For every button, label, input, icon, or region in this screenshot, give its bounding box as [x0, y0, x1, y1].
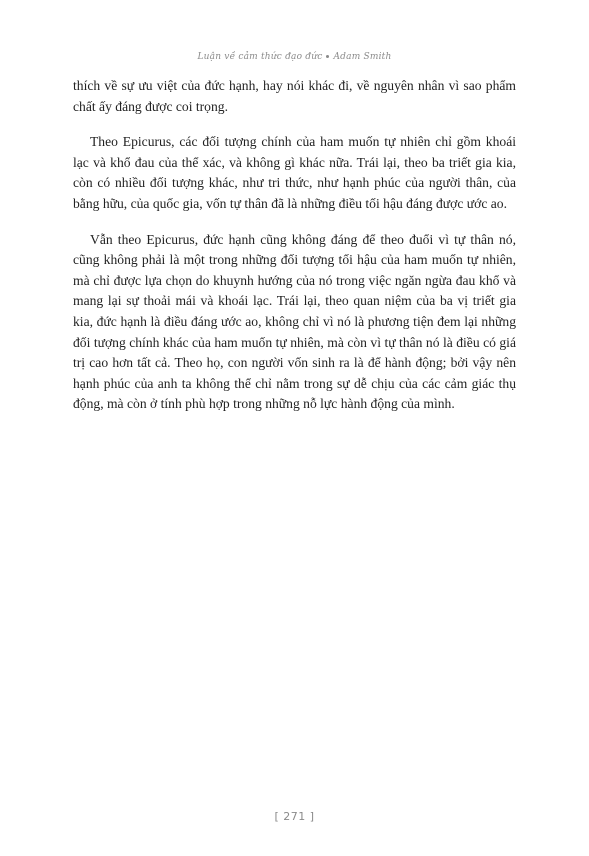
- book-title: Luận về cảm thức đạo đức: [197, 52, 323, 62]
- page-number: [ 271 ]: [274, 810, 315, 823]
- author-name: Adam Smith: [333, 52, 392, 62]
- separator-dot-icon: [326, 55, 329, 58]
- running-header: [0, 52, 589, 62]
- paragraph: Vẫn theo Epicurus, đức hạnh cũng không đáng để theo đuổi vì tự thân nó, cũng không phải là một trong những đối tượng tối hậu của ham muốn tự nhiên, mà chỉ được lựa chọn do khuynh hướng của nó trong việc ngăn ngừa đau khổ và mang lại sự thoải mái và khoái lạc. Trái lại, theo quan niệm của ba vị triết gia kia, đức hạnh là điều đáng ước ao, không chỉ vì nó là phương tiện đem lại những đối tượng chính khác của ham muốn tự nhiên, mà còn vì tự thân nó là điều có giá trị cao hơn tất cả. Theo họ, con người vốn sinh ra là để hành động; bởi vậy nên hạnh phúc của anh ta không thể chỉ nằm trong sự dễ chịu của các cảm giác thụ động, mà còn ở tính phù hợp trong những nỗ lực hành động của mình.: [73, 231, 516, 412]
- paragraph: Theo Epicurus, các đối tượng chính của ham muốn tự nhiên chỉ gồm khoái lạc và khổ đau của thể xác, và không gì khác nữa. Trái lại, theo ba triết gia kia, còn có nhiều đối tượng khác, như tri thức, như hạnh phúc của người thân, của bằng hữu, của quốc gia, vốn tự thân đã là những điều tối hậu đáng được ước ao.: [73, 134, 516, 211]
- paragraph-continuation: thích về sự ưu việt của đức hạnh, hay nói khác đi, về nguyên nhân vì sao phẩm chất ấy đáng được coi trọng.: [73, 78, 516, 114]
- body-text: [73, 76, 516, 430]
